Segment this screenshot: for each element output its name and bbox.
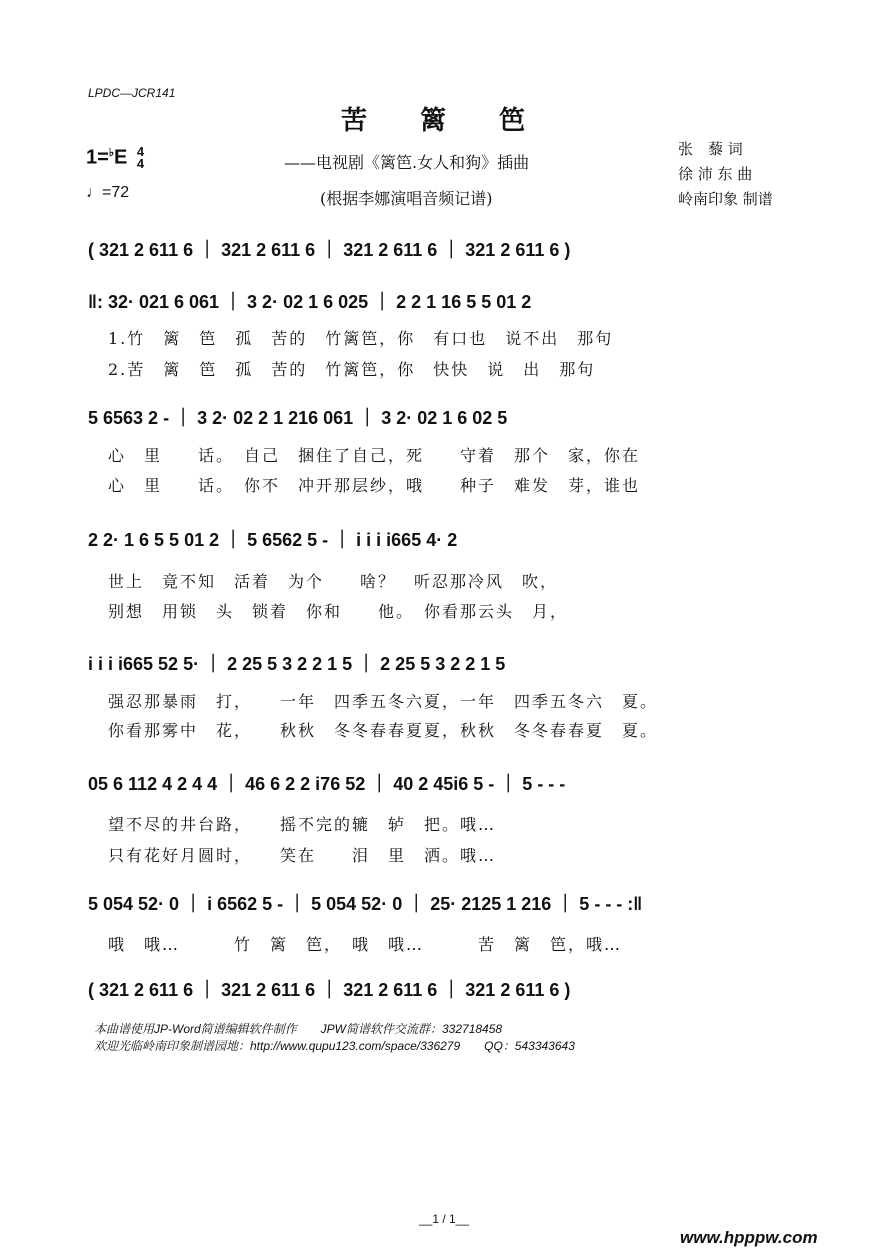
score-row-outro	[88, 976, 810, 1012]
lyric-line: 只有花好月圆时， 笑在 泪 里 洒。哦…	[108, 846, 497, 865]
score-row-2	[88, 404, 810, 440]
lyricist-credit: 张 藜 词	[678, 140, 743, 158]
document-code: LPDC—JCR141	[88, 86, 176, 100]
arranger-credit: 岭南印象 制谱	[678, 190, 773, 208]
score-notes: i i i i665 52 5· ｜ 2 25 5 3 2 2 1 5 ｜ 2 25 5 3 2 2 1 5	[88, 654, 506, 674]
tempo-marking: ♩=72	[86, 184, 130, 201]
score-row-5	[88, 770, 810, 806]
lyric-line: 哦 哦… 竹 篱 笆， 哦 哦… 苦 篱 笆，哦…	[108, 935, 623, 954]
score-notes: ‖: 32· 021 6 061 ｜ 3 2· 02 1 6 025 ｜ 2 2 1 16 5 5 01 2	[88, 292, 532, 312]
score-row-1	[88, 288, 810, 324]
score-notes: 5 6563 2 - ｜ 3 2· 02 2 1 216 061 ｜ 3 2· 02 1 6 02 5	[88, 408, 508, 428]
site-watermark: www.hpppw.com	[680, 1228, 818, 1247]
lyric-line: 世上 竟不知 活着 为个 啥？ 听忍那冷风 吹，	[108, 572, 559, 591]
lyric-line: 心 里 话。 自己 捆住了自己，死 守着 那个 家，你在	[108, 446, 641, 465]
composer-credit: 徐 沛 东 曲	[678, 165, 753, 183]
score-row-intro	[88, 236, 810, 272]
page-number: __1 / 1__	[418, 1212, 470, 1226]
score-notes: ( 321 2 611 6 ｜ 321 2 611 6 ｜ 321 2 611 6 ｜ 321 2 611 6 )	[88, 980, 571, 1000]
footer-website-note: 欢迎光临岭南印象制谱园地：http://www.qupu123.com/space/336279 QQ：543343643	[94, 1039, 575, 1053]
score-notes: 2 2· 1 6 5 5 01 2 ｜ 5 6562 5 - ｜ i i i i665 4· 2	[88, 530, 458, 550]
lyric-line: 别想 用锁 头 锁着 你和 他。 你看那云头 月，	[108, 602, 569, 621]
lyric-line: 强忍那暴雨 打， 一年 四季五冬六夏，一年 四季五冬六 夏。	[108, 692, 659, 711]
time-top: 4	[136, 144, 145, 160]
lyric-line: 2.苦 篱 笆 孤 苦的 竹篱笆，你 快快 说 出 那句	[108, 360, 596, 379]
score-row-3	[88, 526, 810, 562]
score-row-4	[88, 650, 810, 686]
lyric-line: 你看那雾中 花， 秋秋 冬冬春春夏夏，秋秋 冬冬春春夏 夏。	[108, 721, 659, 740]
transcription-note: (根据李娜演唱音频记谱)	[320, 189, 493, 208]
time-bottom: 4	[136, 156, 145, 172]
lyric-line: 1.竹 篱 笆 孤 苦的 竹篱笆，你 有口也 说不出 那句	[108, 329, 614, 348]
lyric-line: 望不尽的井台路， 摇不完的辘 轳 把。哦…	[108, 815, 497, 834]
key-signature	[86, 146, 144, 170]
lyric-line: 心 里 话。 你不 冲开那层纱，哦 种子 难发 芽，谁也	[108, 476, 641, 495]
subtitle: ——电视剧《篱笆.女人和狗》插曲	[284, 153, 530, 172]
key-note: E	[114, 146, 128, 169]
score-notes: 05 6 112 4 2 4 4 ｜ 46 6 2 2 i76 52 ｜ 40 2 45i6 5 - ｜ 5 - - -	[88, 774, 566, 794]
score-notes: ( 321 2 611 6 ｜ 321 2 611 6 ｜ 321 2 611 6 ｜ 321 2 611 6 )	[88, 240, 571, 260]
song-title: 苦 篱 笆	[340, 106, 548, 136]
time-signature	[137, 146, 144, 170]
key-prefix: 1=	[86, 146, 109, 169]
score-row-6	[88, 890, 810, 926]
flat-sign: ♭	[108, 147, 115, 159]
footer-software-note: 本曲谱使用JP-Word简谱编辑软件制作 JPW简谱软件交流群：332718458	[94, 1022, 503, 1036]
score-notes: 5 054 52· 0 ｜ i 6562 5 - ｜ 5 054 52· 0 ｜ 25· 2125 1 216 ｜ 5 - - - :‖	[88, 894, 643, 914]
